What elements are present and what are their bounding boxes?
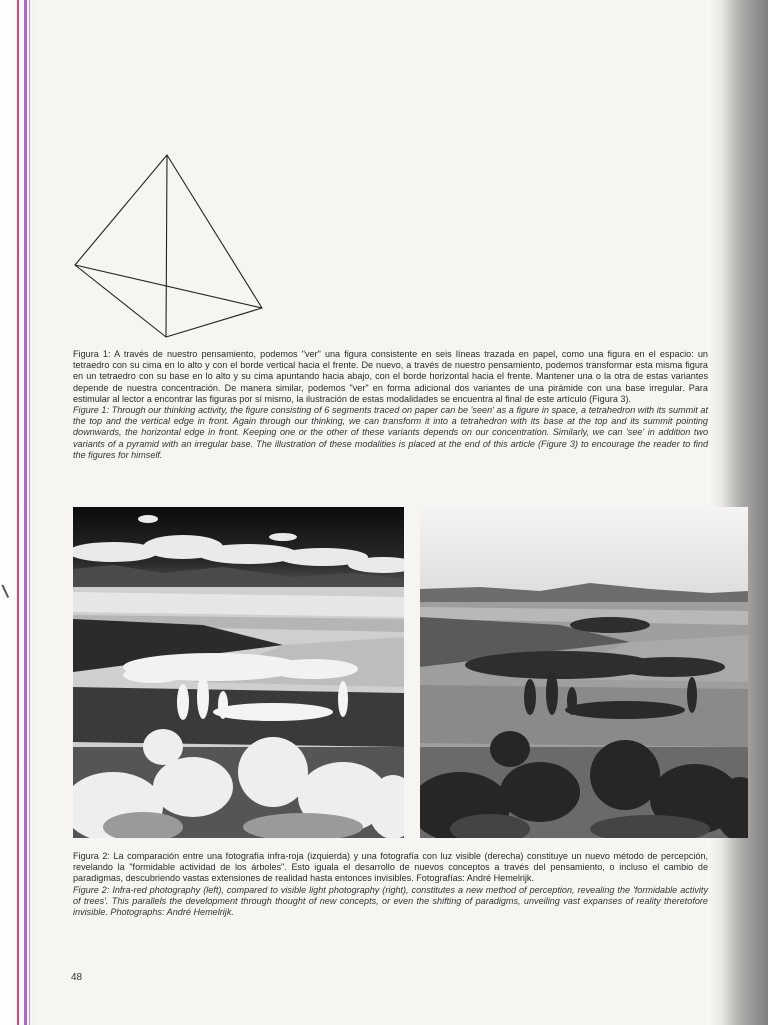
edge-top-left <box>75 155 167 265</box>
edge-bottom-right <box>166 308 262 337</box>
figure-2-caption-en: Figure 2: Infra-red photography (left), compared to visible light photography (right), constitutes a new method of perception, revealing the 'formidable activity of trees'. This parallels the development through thought of new concepts, or even the shifting of paradigms, unveiling vast expanses of reality theretofore invisible. Photographs: André Hemelrijk. <box>73 884 708 918</box>
figure-1-caption <box>73 349 708 461</box>
figure-1-caption-es: Figura 1: A través de nuestro pensamiento, podemos "ver" una figura consistente en seis líneas trazada en papel, como una figura en el espacio: un tetraedro con su cima en lo alto y con el borde vertical hacia el frente. De nuevo, a través de nuestro pensamiento, podemos transformar esta misma figura en un tetraedro con su base en lo alto y su cima apuntando hacia abajo, con el borde horizontal hacia el frente. Mantener una o la otra de estas variantes depende de nuestra concentración. De manera similar, podemos "ver" en forma adicional dos variantes de una pirámide con una base irregular. Para estimular al lector a encontrar las figuras por sí mismo, la ilustración de estas modalidades se encuentra al final de este artículo (Figura 3). <box>73 349 708 404</box>
binding-line <box>17 0 19 1025</box>
page-binding <box>0 0 36 1025</box>
margin-mark <box>1 582 14 598</box>
tetrahedron-diagram <box>70 150 270 345</box>
figure-2-caption-es: Figura 2: La comparación entre una fotografía infra-roja (izquierda) y una fotografía con luz visible (derecha) constituye un nuevo método de percepción, revelando la "formidable actividad de los árboles". Esto iguala el desarrollo de nuevos conceptos a través del pensamiento, o incluso el cambio de paradigmas, descubriendo vastas extensiones de realidad hasta entonces invisibles. Fotografías: André Hemelrijk. <box>73 851 708 884</box>
page-number: 48 <box>71 972 83 983</box>
infrared-photo <box>73 507 404 838</box>
visible-light-photo <box>420 507 748 838</box>
figure-1-caption-en: Figure 1: Through our thinking activity, the figure consisting of 6 segments traced on paper can be 'seen' as a figure in space, a tetrahedron with its summit at the top and the vertical edge in front. Again through our thinking, we can transform it into a tetrahedron with its base at the top and its summit pointing downwards, the horizontal edge in front. Keeping one or the other of these variants depends on our concentration. Similarly, we can 'see' in addition two variants of a pyramid with an irregular base. The illustration of these modalities is placed at the end of this article (Figure 3) to encourage the reader to find the figures for himself. <box>73 405 708 460</box>
edge-top-right <box>167 155 262 308</box>
figure-2-caption <box>73 851 708 918</box>
binding-line <box>24 0 27 1025</box>
edge-vertical <box>166 155 167 337</box>
binding-line <box>29 0 30 1025</box>
